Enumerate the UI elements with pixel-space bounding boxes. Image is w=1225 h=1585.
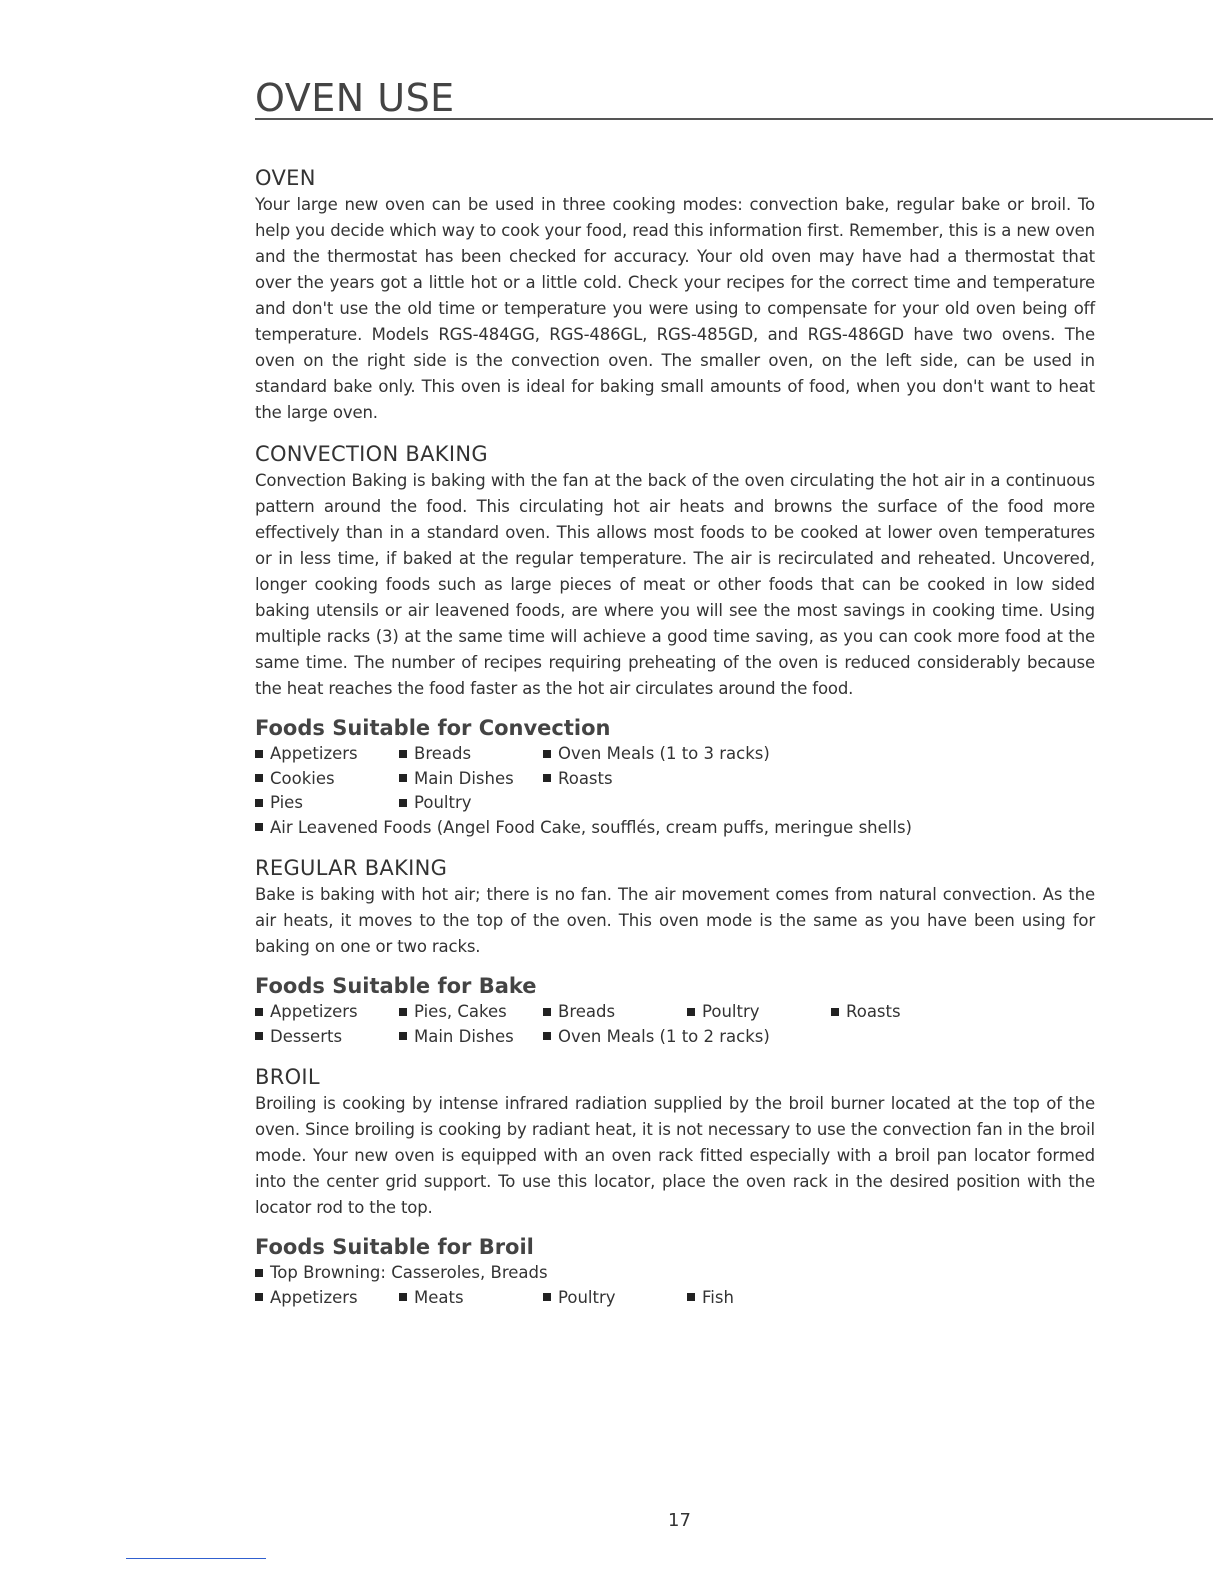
food-item-label: Cookies xyxy=(270,768,335,788)
food-item xyxy=(543,1000,615,1025)
food-item-label: Appetizers xyxy=(270,1287,358,1307)
bullet-icon xyxy=(687,1008,695,1016)
food-item xyxy=(255,1025,342,1050)
bullet-icon xyxy=(255,823,263,831)
paragraph-oven: Your large new oven can be used in three cooking modes: convection bake, regular bake or broil. To help you decide which way to cook your food, read this information first. Remember, this is a new oven and the thermostat has been checked for accuracy. Your old oven may have had a thermostat that over the years got a little hot or a little cold. Check your recipes for the correct time and temperature and don't use the old time or temperature you were using to compensate for your old oven being off temperature. Models RGS-484GG, RGS-486GL, RGS-485GD, and RGS-486GD have two ovens. The oven on the right side is the convection oven. The smaller oven, on the left side, can be used in standard bake only. This oven is ideal for baking small amounts of food, when you don't want to heat the large oven. xyxy=(255,195,1095,422)
food-item xyxy=(255,1000,358,1025)
food-row xyxy=(255,791,1095,816)
bullet-icon xyxy=(399,1008,407,1016)
food-row xyxy=(255,767,1095,792)
paragraph-convection: Convection Baking is baking with the fan at the back of the oven circulating the hot air in a continuous pattern around the food. This circulating hot air heats and browns the surface of the food more effectively than in a standard oven. This allows most foods to be cooked at lower oven temperatures or in less time, if baked at the regular temperature. The air is recirculated and reheated. Uncovered, longer cooking foods such as large pieces of meat or other foods that can be cooked in low sided baking utensils or air leavened foods, are where you will see the most savings in cooking time. Using multiple racks (3) at the same time will achieve a good time saving, as you can cook more food at the same time. The number of recipes requiring preheating of the oven is reduced considerably because the heat reaches the food faster as the hot air circulates around the food. xyxy=(255,471,1095,698)
food-item-label: Desserts xyxy=(270,1026,343,1046)
bullet-icon xyxy=(255,750,263,758)
food-item xyxy=(543,1286,616,1311)
food-row xyxy=(255,1286,1095,1311)
heading-broil: BROIL xyxy=(255,1065,320,1089)
food-item xyxy=(687,1000,760,1025)
bullet-icon xyxy=(543,750,551,758)
heading-foods-convection: Foods Suitable for Convection xyxy=(255,716,611,740)
heading-foods-broil: Foods Suitable for Broil xyxy=(255,1235,534,1259)
food-item xyxy=(687,1286,734,1311)
bullet-icon xyxy=(255,1293,263,1301)
bullet-icon xyxy=(399,1293,407,1301)
food-item xyxy=(255,816,912,841)
food-item xyxy=(255,1286,358,1311)
food-item-label: Pies xyxy=(270,793,303,812)
paragraph-regular: Bake is baking with hot air; there is no fan. The air movement comes from natural convection. As the air heats, it moves to the top of the oven. This oven mode is the same as you have been using for baking on one or two racks. xyxy=(255,885,1095,956)
food-item xyxy=(399,767,514,792)
food-list-bake xyxy=(255,1000,1095,1049)
food-item-label: Oven Meals (1 to 2 racks) xyxy=(558,1026,770,1046)
food-item xyxy=(399,742,471,767)
bullet-icon xyxy=(831,1008,839,1016)
bullet-icon xyxy=(255,799,263,807)
food-item-label: Breads xyxy=(414,744,472,763)
food-list-convection xyxy=(255,742,1095,840)
bullet-icon xyxy=(543,1032,551,1040)
food-item xyxy=(399,1286,464,1311)
food-item-label: Roasts xyxy=(846,1002,901,1021)
heading-convection-baking: CONVECTION BAKING xyxy=(255,442,488,466)
bullet-icon xyxy=(255,774,263,782)
food-item xyxy=(255,767,335,792)
bullet-icon xyxy=(543,1008,551,1016)
page-number: 17 xyxy=(668,1510,691,1531)
bullet-icon xyxy=(543,1293,551,1301)
food-list-broil xyxy=(255,1261,1095,1310)
paragraph-broil: Broiling is cooking by intense infrared radiation supplied by the broil burner located at the top of the oven. Since broiling is cooking by radiant heat, it is not necessary to use the convection fan in the broil mode. Your new oven is equipped with an oven rack fitted especially with a broil pan locator formed into the center grid support. To use this locator, place the oven rack in the desired position with the locator rod to the top. xyxy=(255,1094,1095,1217)
bullet-icon xyxy=(399,1032,407,1040)
food-item xyxy=(399,1000,507,1025)
food-row xyxy=(255,742,1095,767)
bullet-icon xyxy=(399,799,407,807)
bullet-icon xyxy=(255,1269,263,1277)
title-rule xyxy=(255,118,1213,120)
food-item-label: Oven Meals (1 to 3 racks) xyxy=(558,744,770,763)
food-item xyxy=(543,767,613,792)
content xyxy=(255,166,1095,1310)
food-item-label: Main Dishes xyxy=(414,768,514,788)
food-item-label: Roasts xyxy=(558,768,613,788)
food-item xyxy=(255,791,303,816)
food-item-label: Pies, Cakes xyxy=(414,1002,507,1021)
footer-rule xyxy=(126,1558,266,1559)
bullet-icon xyxy=(687,1293,695,1301)
bullet-icon xyxy=(399,750,407,758)
section-broil xyxy=(255,1065,1095,1310)
food-item-label: Appetizers xyxy=(270,1002,358,1021)
bullet-icon xyxy=(543,774,551,782)
section-convection xyxy=(255,442,1095,840)
food-row xyxy=(255,1261,1095,1286)
food-item xyxy=(543,742,770,767)
food-item xyxy=(255,1261,548,1286)
food-item-label: Top Browning: Casseroles, Breads xyxy=(270,1263,548,1282)
food-item-label: Air Leavened Foods (Angel Food Cake, soufflés, cream puffs, meringue shells) xyxy=(270,817,912,837)
heading-oven: OVEN xyxy=(255,166,316,190)
food-item-label: Poultry xyxy=(414,793,472,812)
food-item-label: Appetizers xyxy=(270,744,358,763)
food-item-label: Poultry xyxy=(702,1002,760,1021)
food-item xyxy=(399,791,472,816)
heading-foods-bake: Foods Suitable for Bake xyxy=(255,974,537,998)
food-row xyxy=(255,1025,1095,1050)
food-row xyxy=(255,1000,1095,1025)
bullet-icon xyxy=(255,1032,263,1040)
section-oven xyxy=(255,166,1095,426)
food-item xyxy=(543,1025,770,1050)
heading-regular-baking: REGULAR BAKING xyxy=(255,856,448,880)
food-row xyxy=(255,816,1095,841)
food-item xyxy=(255,742,358,767)
food-item-label: Poultry xyxy=(558,1287,616,1307)
food-item-label: Main Dishes xyxy=(414,1026,514,1046)
section-regular xyxy=(255,856,1095,1049)
food-item-label: Breads xyxy=(558,1002,616,1021)
food-item-label: Fish xyxy=(702,1287,734,1307)
food-item-label: Meats xyxy=(414,1287,464,1307)
bullet-icon xyxy=(255,1008,263,1016)
bullet-icon xyxy=(399,774,407,782)
page-title: OVEN USE xyxy=(255,76,455,120)
food-item xyxy=(831,1000,901,1025)
food-item xyxy=(399,1025,514,1050)
